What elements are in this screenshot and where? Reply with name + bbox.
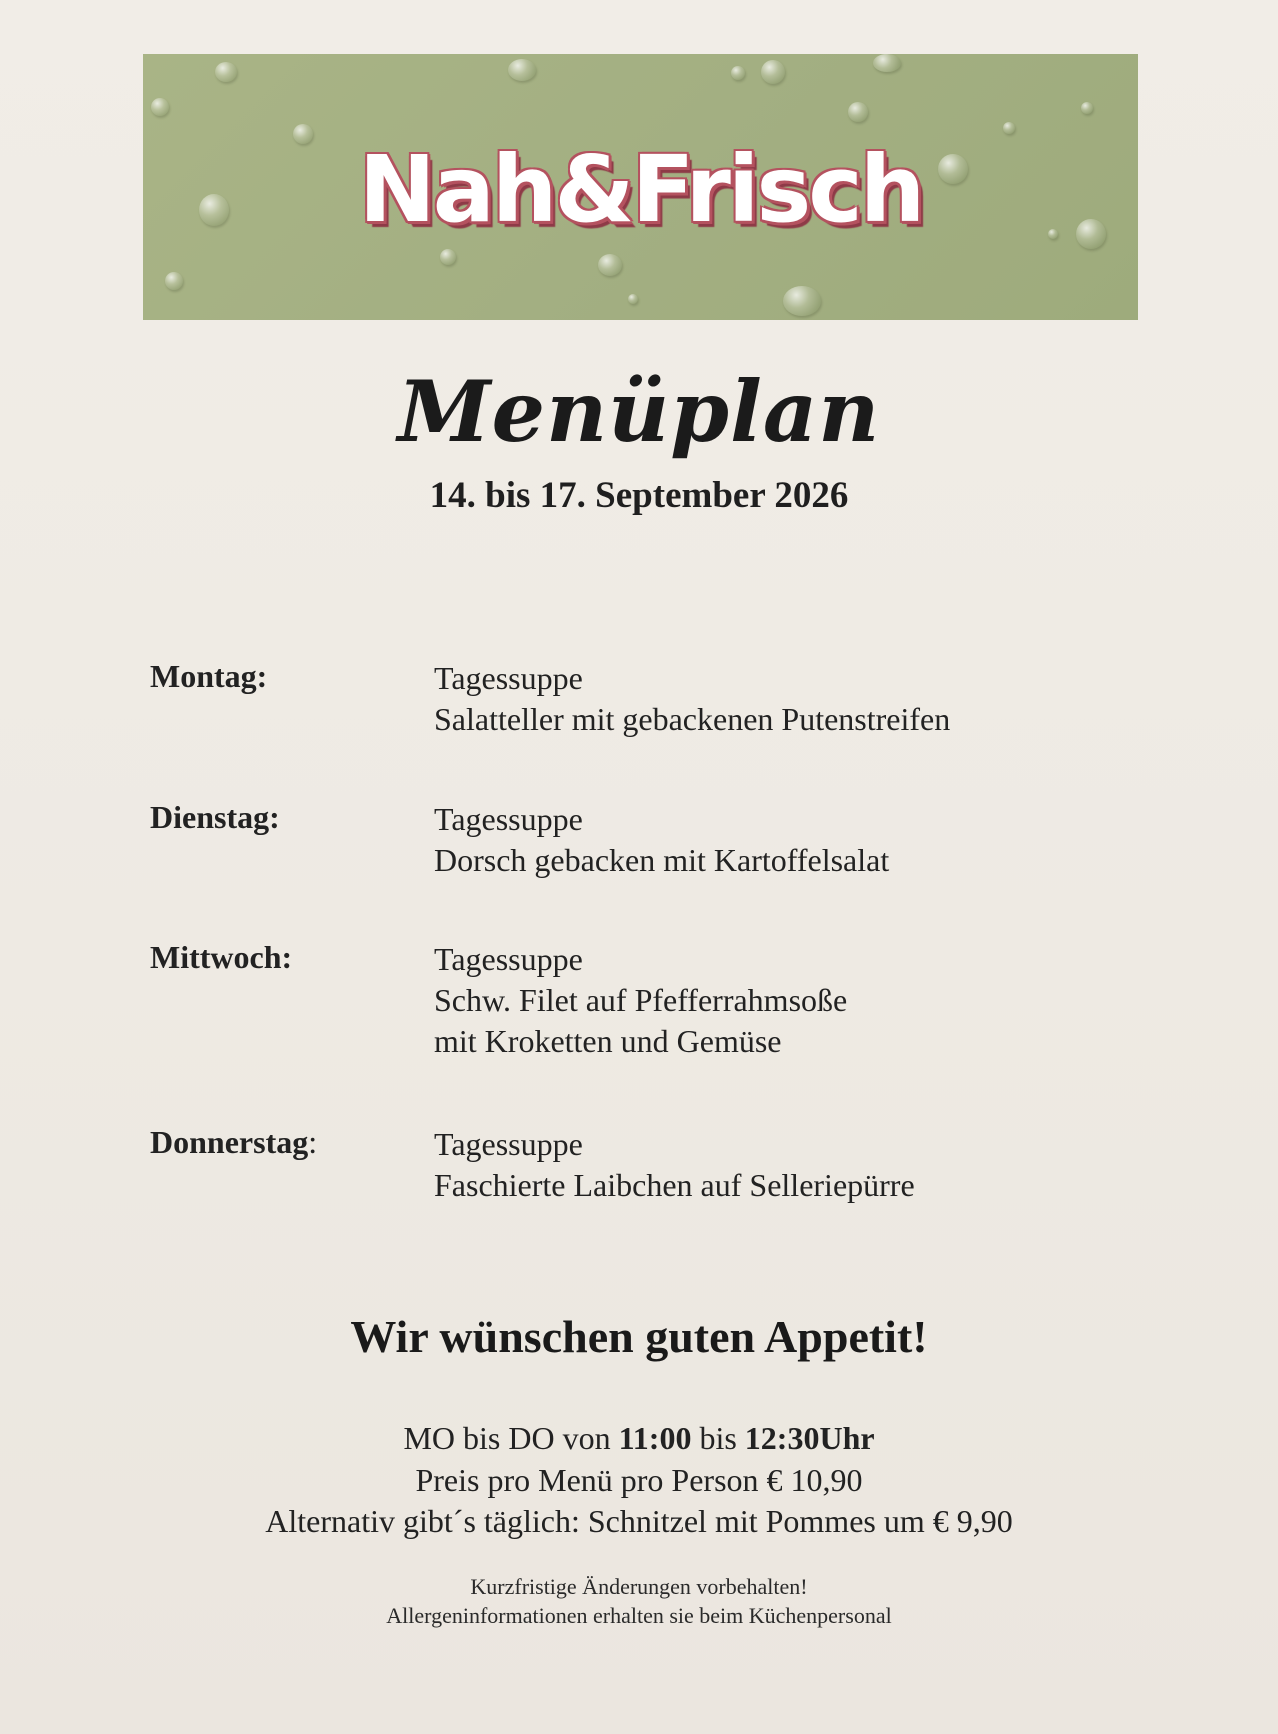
dish-item: Tagessuppe	[434, 941, 583, 977]
dish-item: Salatteller mit gebackenen Putenstreifen	[434, 701, 951, 737]
dish-list	[434, 939, 847, 1062]
dish-item: mit Kroketten und Gemüse	[434, 1023, 782, 1059]
water-drop	[508, 59, 536, 81]
water-drop	[165, 272, 183, 290]
water-drop	[783, 286, 821, 316]
dish-list	[434, 799, 889, 881]
water-drop	[215, 62, 237, 82]
note-allergens: Allergeninformationen erhalten sie beim Küchenpersonal	[386, 1603, 892, 1628]
day-label: Mittwoch:	[150, 939, 293, 975]
dish-item: Tagessuppe	[434, 660, 583, 696]
note-changes: Kurzfristige Änderungen vorbehalten!	[470, 1574, 808, 1599]
header-banner	[143, 54, 1138, 320]
water-drop	[1003, 122, 1015, 134]
water-drop	[761, 60, 785, 84]
dish-item: Schw. Filet auf Pfefferrahmsoße	[434, 982, 848, 1018]
dish-list	[434, 1124, 915, 1206]
water-drop	[731, 66, 745, 80]
dish-item: Dorsch gebacken mit Kartoffelsalat	[434, 842, 890, 878]
water-drop	[848, 102, 868, 122]
water-drop	[151, 98, 169, 116]
day-label: Dienstag:	[150, 799, 280, 835]
water-drop	[440, 249, 456, 265]
date-range: 14. bis 17. September 2026	[429, 475, 849, 516]
dish-item: Tagessuppe	[434, 801, 583, 837]
brand-logo: Nah&Frisch	[358, 136, 923, 243]
page-title: Menüplan	[397, 362, 881, 461]
water-drop	[598, 254, 622, 276]
day-label: Donnerstag:	[150, 1124, 318, 1160]
water-drop	[628, 294, 638, 304]
day-label: Montag:	[150, 658, 268, 694]
dish-item: Tagessuppe	[434, 1126, 583, 1162]
opening-hours: MO bis DO von 11:00 bis 12:30Uhr	[403, 1420, 875, 1456]
water-drop	[873, 54, 901, 72]
closing-message: Wir wünschen guten Appetit!	[350, 1311, 928, 1362]
dish-list	[434, 658, 950, 740]
price-line: Preis pro Menü pro Person € 10,90	[415, 1462, 863, 1498]
water-drop	[1081, 102, 1093, 114]
dish-item: Faschierte Laibchen auf Selleriepürre	[434, 1167, 915, 1203]
alternative-line: Alternativ gibt´s täglich: Schnitzel mit Pommes um € 9,90	[265, 1503, 1013, 1539]
